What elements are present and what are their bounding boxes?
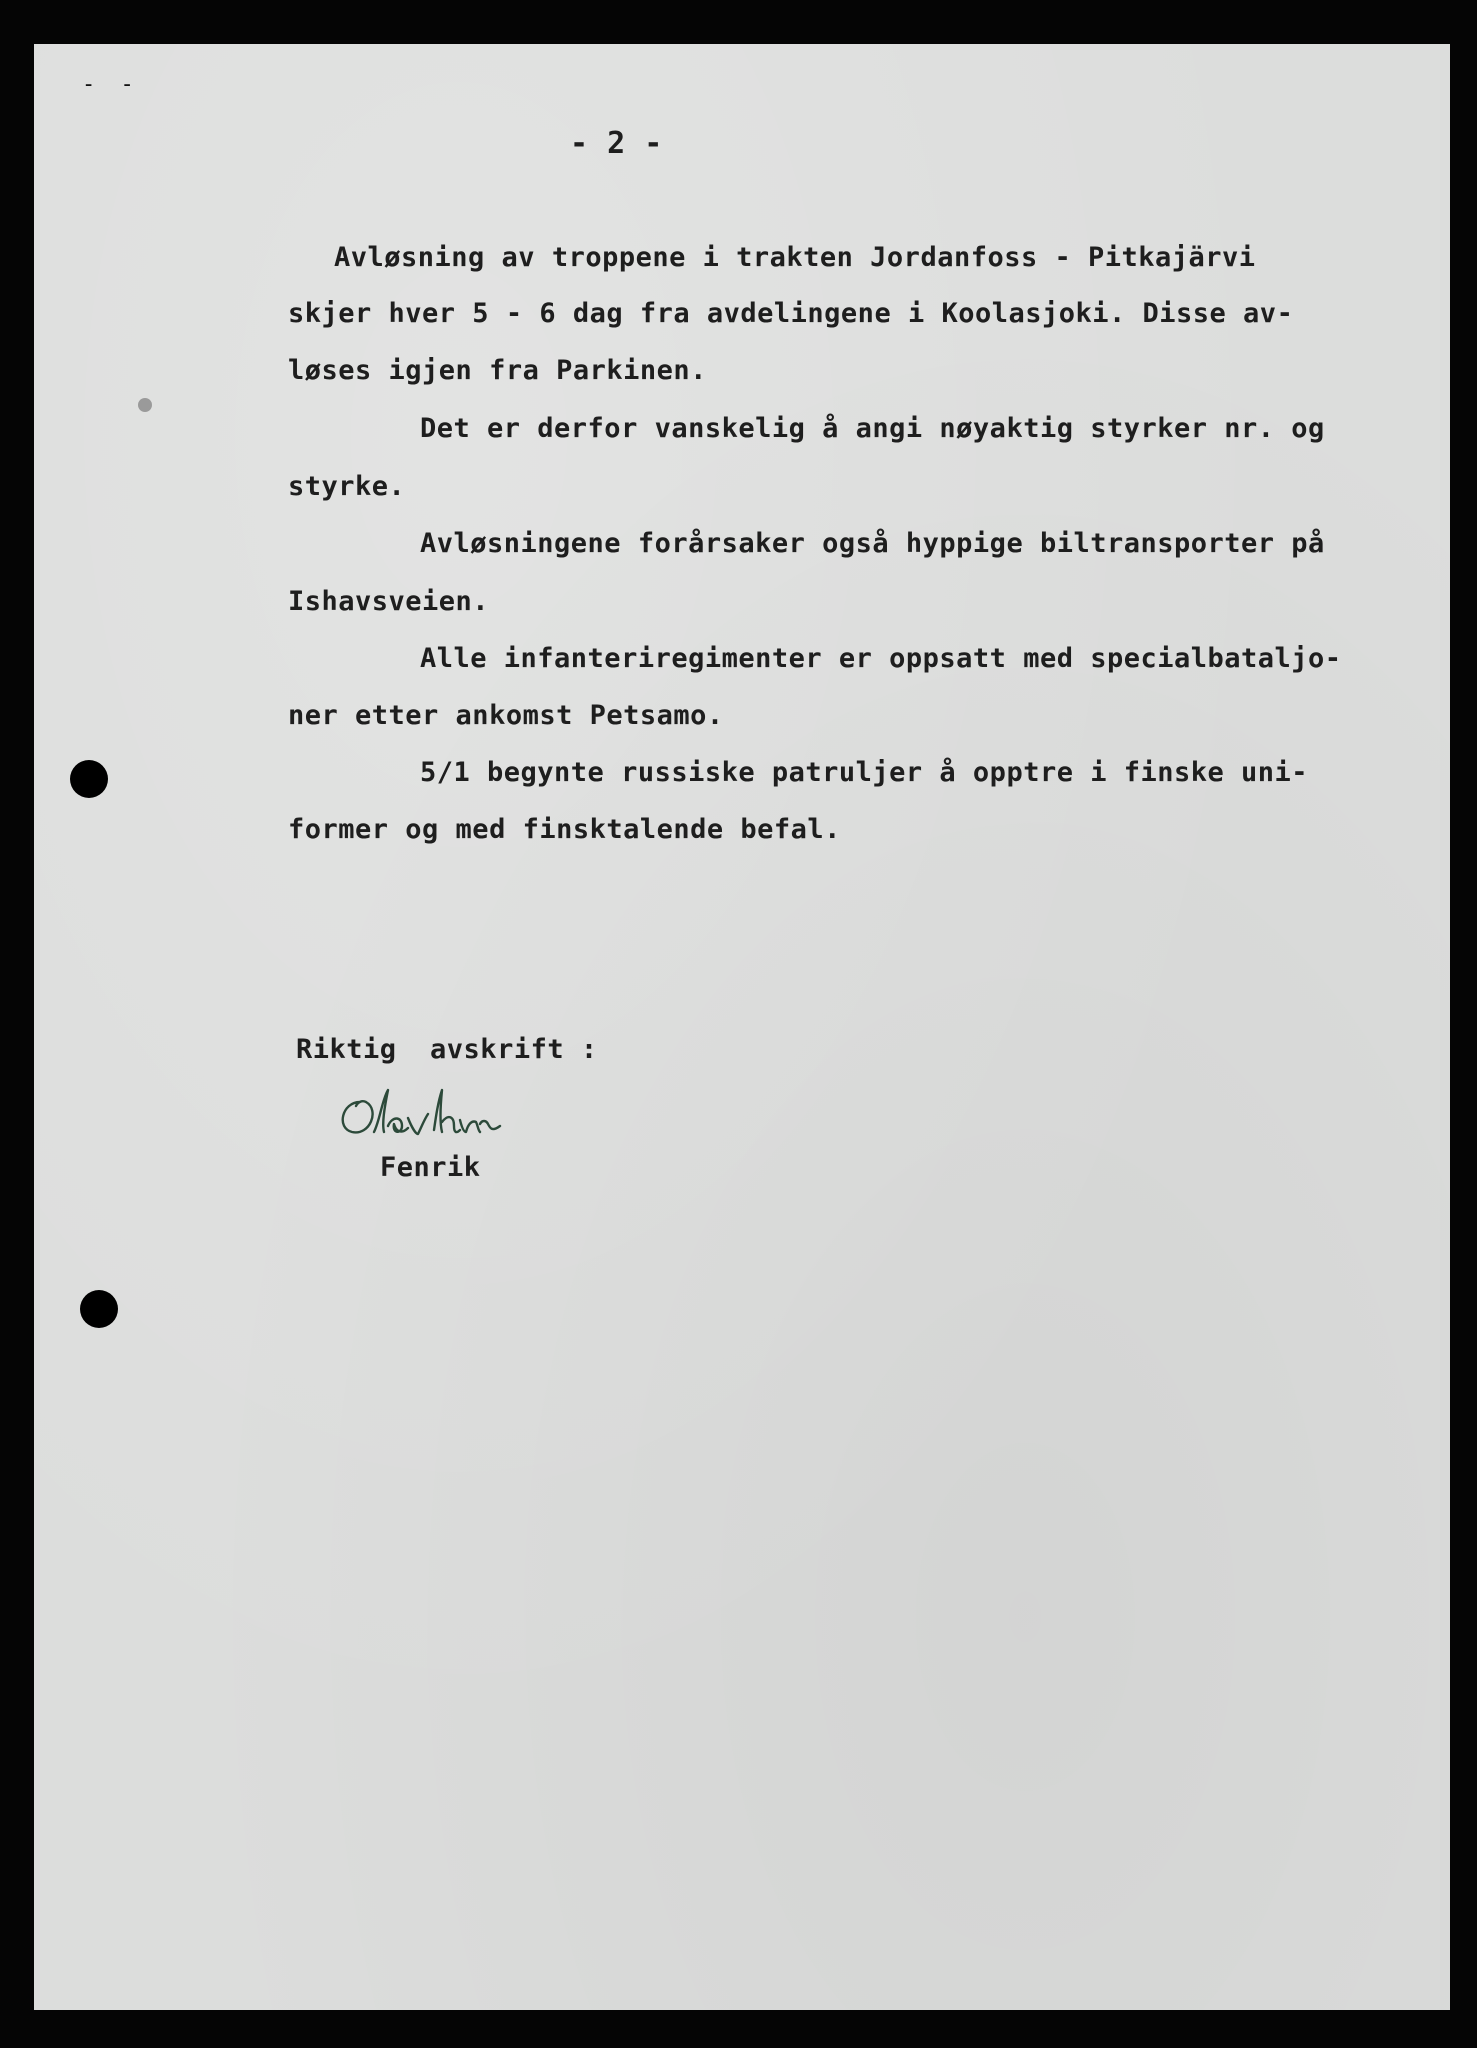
hole-mark xyxy=(138,398,152,412)
punch-hole-lower xyxy=(80,1290,118,1328)
signatory-title: Fenrik xyxy=(380,1152,481,1183)
body-line-8: Alle infanteriregimenter er oppsatt med specialbataljo- xyxy=(420,643,1342,674)
body-line-1: Avløsning av troppene i trakten Jordanfoss - Pitkajärvi xyxy=(334,242,1256,273)
handwritten-signature xyxy=(322,1080,522,1160)
page-number: - 2 - xyxy=(570,126,663,161)
closing-line: Riktig avskrift : xyxy=(296,1034,598,1065)
punch-hole-upper xyxy=(70,760,108,798)
margin-marks: - - xyxy=(82,72,140,97)
body-line-7: Ishavsveien. xyxy=(288,586,490,617)
body-line-3: løses igjen fra Parkinen. xyxy=(288,355,707,386)
body-line-2: skjer hver 5 - 6 dag fra avdelingene i Koolasjoki. Disse av- xyxy=(288,298,1294,329)
body-line-4: Det er derfor vanskelig å angi nøyaktig styrker nr. og xyxy=(420,413,1325,444)
document-page xyxy=(34,44,1450,2010)
body-line-5: styrke. xyxy=(288,471,406,502)
body-line-11: former og med finsktalende befal. xyxy=(288,814,841,845)
body-line-6: Avløsningene forårsaker også hyppige biltransporter på xyxy=(420,528,1325,559)
body-line-10: 5/1 begynte russiske patruljer å opptre i finske uni- xyxy=(420,757,1309,788)
body-line-9: ner etter ankomst Petsamo. xyxy=(288,700,724,731)
